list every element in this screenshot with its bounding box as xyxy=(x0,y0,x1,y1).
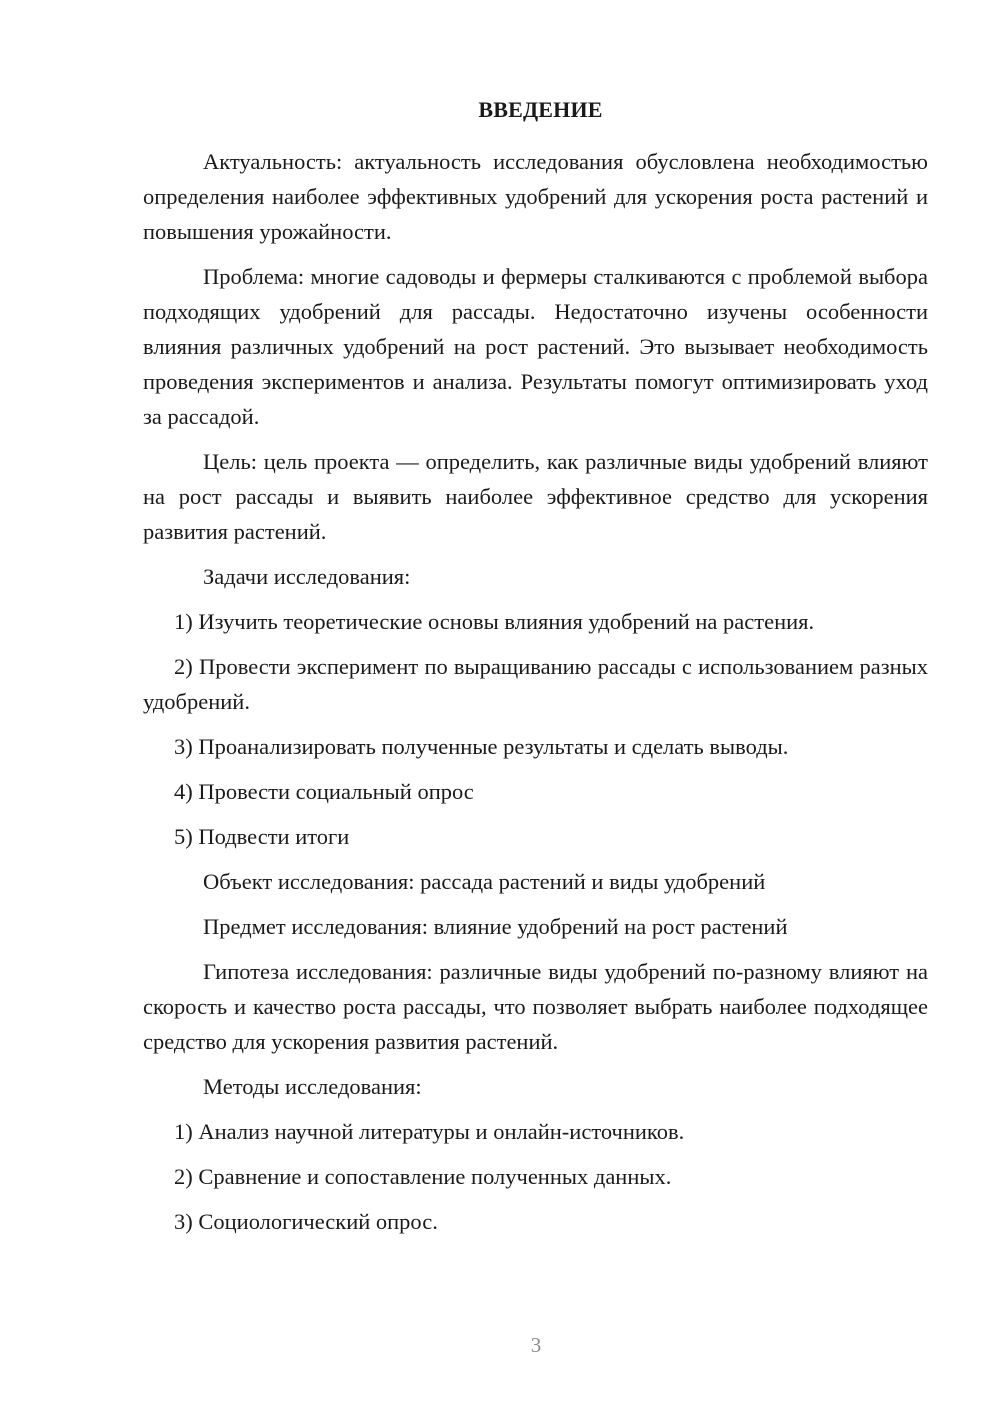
problem-paragraph: Проблема: многие садоводы и фермеры сталкиваются с проблемой выбора подходящих удобрений для рассады. Недостаточно изучены особенности влияния различных удобрений на рост растений. Это вызывает необходимость проведения экспериментов и анализа. Результаты помогут оптимизировать уход за рассадой. xyxy=(143,264,928,429)
section-title: ВВЕДЕНИЕ xyxy=(478,97,603,122)
method-item: 3) Социологический опрос. xyxy=(174,1209,438,1234)
task-item: 1) Изучить теоретические основы влияния удобрений на растения. xyxy=(174,609,815,634)
relevance-paragraph: Актуальность: актуальность исследования обусловлена необходимостью определения наиболее эффективных удобрений для ускорения роста растений и повышения урожайности. xyxy=(143,149,928,244)
document-page xyxy=(143,92,928,1249)
task-item: 3) Проанализировать полученные результаты и сделать выводы. xyxy=(174,734,789,759)
methods-heading: Методы исследования: xyxy=(203,1074,422,1099)
goal-paragraph: Цель: цель проекта — определить, как различные виды удобрений влияют на рост рассады и выявить наиболее эффективное средство для ускорения развития растений. xyxy=(143,449,928,544)
method-item: 1) Анализ научной литературы и онлайн-источников. xyxy=(174,1119,685,1144)
page-number: 3 xyxy=(530,1333,542,1357)
task-item: 5) Подвести итоги xyxy=(174,824,350,849)
task-item: 4) Провести социальный опрос xyxy=(174,779,474,804)
hypothesis-paragraph: Гипотеза исследования: различные виды удобрений по-разному влияют на скорость и качество роста рассады, что позволяет выбрать наиболее подходящее средство для ускорения развития растений. xyxy=(143,959,928,1054)
subject-line: Предмет исследования: влияние удобрений на рост растений xyxy=(203,914,788,939)
tasks-heading: Задачи исследования: xyxy=(203,564,411,589)
method-item: 2) Сравнение и сопоставление полученных данных. xyxy=(174,1164,672,1189)
task-item: 2) Провести эксперимент по выращиванию рассады с использованием разных удобрений. xyxy=(143,654,928,714)
object-line: Объект исследования: рассада растений и виды удобрений xyxy=(203,869,766,894)
